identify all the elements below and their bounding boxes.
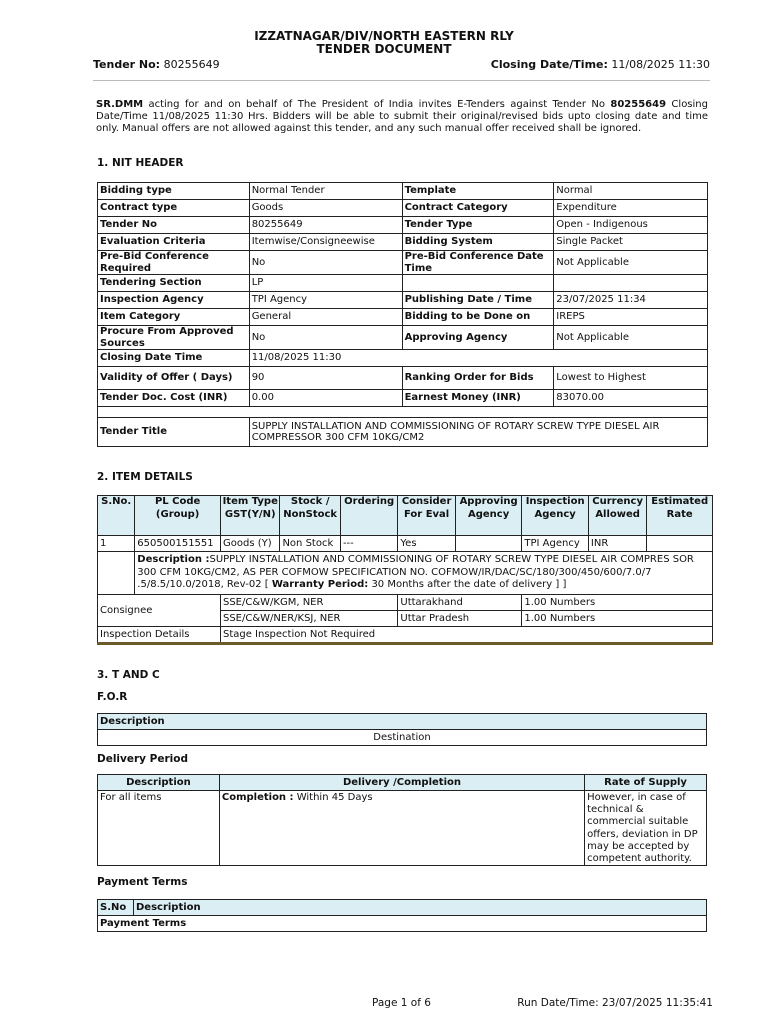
item-col-header: Estimated Rate	[647, 496, 713, 536]
inspection-details-row	[98, 627, 713, 644]
nit-value: Not Applicable	[554, 251, 708, 275]
nit-row	[98, 292, 708, 309]
nit-value: 80255649	[249, 217, 402, 234]
header-divider	[93, 80, 710, 81]
completion-value: Within 45 Days	[293, 792, 373, 803]
nit-row	[98, 367, 708, 390]
description-label: Description :	[137, 554, 210, 566]
nit-row	[98, 326, 708, 350]
consignee-state: Uttar Pradesh	[398, 611, 522, 627]
nit-row	[98, 350, 708, 367]
item-cell	[455, 536, 522, 552]
for-table	[97, 713, 707, 746]
nit-value: Lowest to Highest	[554, 367, 708, 390]
item-header-row	[98, 496, 713, 536]
nit-label: Procure From Approved Sources	[98, 326, 250, 350]
nit-row	[98, 234, 708, 251]
nit-value: Itemwise/Consigneewise	[249, 234, 402, 251]
nit-label: Item Category	[98, 309, 250, 326]
nit-label: Bidding to be Done on	[402, 309, 554, 326]
nit-row	[98, 251, 708, 275]
consignee-label: Consignee	[98, 595, 221, 627]
nit-row	[98, 200, 708, 217]
tender-no-value: 80255649	[163, 58, 220, 71]
nit-spacer-cell	[98, 407, 708, 418]
item-col-header: Ordering	[340, 496, 397, 536]
nit-header-table	[97, 182, 708, 447]
consignee-name: SSE/C&W/KGM, NER	[220, 595, 397, 611]
nit-label: Bidding System	[402, 234, 554, 251]
nit-value: Single Packet	[554, 234, 708, 251]
nit-value: Open - Indigenous	[554, 217, 708, 234]
nit-value: No	[249, 326, 402, 350]
item-desc-spacer	[98, 552, 135, 595]
nit-row	[98, 183, 708, 200]
payment-terms-heading: Payment Terms	[97, 876, 188, 888]
nit-spacer-row	[98, 407, 708, 418]
nit-label: Validity of Offer ( Days)	[98, 367, 250, 390]
nit-value: 0.00	[249, 390, 402, 407]
item-cell: Goods (Y)	[220, 536, 279, 552]
nit-row	[98, 275, 708, 292]
inspection-value: Stage Inspection Not Required	[220, 627, 712, 644]
nit-label: Inspection Agency	[98, 292, 250, 309]
page-number: Page 1 of 6	[372, 997, 431, 1009]
nit-label: Contract Category	[402, 200, 554, 217]
warranty-label: Warranty Period:	[271, 579, 369, 591]
inspection-label: Inspection Details	[98, 627, 221, 644]
nit-label: Publishing Date / Time	[402, 292, 554, 309]
nit-value: LP	[249, 275, 402, 292]
item-cell: ---	[340, 536, 397, 552]
nit-value: General	[249, 309, 402, 326]
nit-label: Bidding type	[98, 183, 250, 200]
item-col-header: Currency Allowed	[588, 496, 646, 536]
payment-col-sno: S.No	[98, 900, 134, 916]
item-details-table	[97, 495, 713, 645]
payment-terms-row: Payment Terms	[98, 916, 707, 932]
nit-label: Approving Agency	[402, 326, 554, 350]
payment-col-description: Description	[133, 900, 706, 916]
intro-text-2: Closing Date/Time 11/08/2025 11:30 Hrs. Bidders will be able to submit their original/revised bids upto closing date and time only. Manual offers are not allowed against this tender, and any such manual offer received shall be ignored.	[96, 99, 708, 135]
item-col-header: Inspection Agency	[522, 496, 589, 536]
nit-label: Tendering Section	[98, 275, 250, 292]
nit-label: Pre-Bid Conference Date Time	[402, 251, 554, 275]
item-description-row	[98, 552, 713, 595]
intro-paragraph	[96, 99, 708, 136]
nit-label: Tender Type	[402, 217, 554, 234]
tender-title-label: Tender Title	[98, 418, 250, 447]
for-heading: F.O.R	[97, 691, 128, 703]
consignee-quantity: 1.00 Numbers	[522, 611, 713, 627]
header-tender-no	[93, 58, 220, 71]
nit-label: Closing Date Time	[98, 350, 250, 367]
organization-title: IZZATNAGAR/DIV/NORTH EASTERN RLY	[254, 29, 514, 43]
item-cell: 650500151551	[135, 536, 221, 552]
nit-row	[98, 217, 708, 234]
delivery-completion	[219, 791, 584, 866]
rate-of-supply: However, in case of technical & commercial suitable offers, deviation in DP may be accepted by competent authority.	[585, 791, 707, 866]
section-nit-header: 1. NIT HEADER	[97, 157, 184, 169]
nit-value: Not Applicable	[554, 326, 708, 350]
tender-title-row	[98, 418, 708, 447]
nit-label: Earnest Money (INR)	[402, 390, 554, 407]
section-t-and-c: 3. T AND C	[97, 669, 160, 681]
nit-value: IREPS	[554, 309, 708, 326]
delivery-period-table	[97, 774, 707, 866]
closing-value: 11/08/2025 11:30	[611, 58, 710, 71]
nit-label: Template	[402, 183, 554, 200]
warranty-text: 30 Months after the date of delivery ] ]	[368, 579, 567, 591]
nit-value: 11/08/2025 11:30	[249, 350, 707, 367]
item-description	[135, 552, 713, 595]
item-cell: Yes	[398, 536, 455, 552]
tender-no-label: Tender No:	[93, 58, 161, 71]
item-cell: 1	[98, 536, 135, 552]
delivery-col-description: Description	[98, 775, 220, 791]
item-col-header: Approving Agency	[455, 496, 522, 536]
item-col-header: Item Type GST(Y/N)	[220, 496, 279, 536]
nit-value: Normal Tender	[249, 183, 402, 200]
delivery-desc: For all items	[98, 791, 220, 866]
item-col-header: PL Code (Group)	[135, 496, 221, 536]
consignee-state: Uttarakhand	[398, 595, 522, 611]
description-text: SUPPLY INSTALLATION AND COMMISSIONING OF ROTARY SCREW TYPE DIESEL AIR COMPRES SOR 300 CFM 10KG/CM2, AS PER COFMOW SPECIFICATION NO. COFMOW/IR/DAC/SC/180/300/450/600/7.0/7 .5/8.5/10.0/2018, Rev-02 [	[137, 554, 694, 591]
header-closing	[491, 58, 710, 71]
item-col-header: S.No.	[98, 496, 135, 536]
item-cell	[647, 536, 713, 552]
document-title: TENDER DOCUMENT	[316, 42, 452, 56]
nit-label: Pre-Bid Conference Required	[98, 251, 250, 275]
intro-authority: SR.DMM	[96, 99, 144, 110]
payment-terms-table	[97, 899, 707, 932]
section-item-details: 2. ITEM DETAILS	[97, 471, 193, 483]
nit-row	[98, 309, 708, 326]
nit-value: No	[249, 251, 402, 275]
run-datetime: Run Date/Time: 23/07/2025 11:35:41	[517, 997, 713, 1009]
nit-value: Normal	[554, 183, 708, 200]
delivery-col-completion: Delivery /Completion	[219, 775, 584, 791]
nit-value: 83070.00	[554, 390, 708, 407]
closing-label: Closing Date/Time:	[490, 58, 608, 71]
item-col-header: Stock / NonStock	[280, 496, 340, 536]
item-cell: Non Stock	[280, 536, 340, 552]
delivery-col-rate: Rate of Supply	[585, 775, 707, 791]
nit-label: Tender No	[98, 217, 250, 234]
consignee-row	[98, 595, 713, 611]
nit-label: Tender Doc. Cost (INR)	[98, 390, 250, 407]
nit-row	[98, 390, 708, 407]
nit-value: Goods	[249, 200, 402, 217]
for-value: Destination	[98, 730, 707, 746]
nit-label: Contract type	[98, 200, 250, 217]
completion-label: Completion :	[221, 792, 294, 803]
consignee-quantity: 1.00 Numbers	[522, 595, 713, 611]
for-col-header: Description	[98, 714, 707, 730]
intro-text-1: acting for and on behalf of The President of India invites E-Tenders against Tender No	[143, 99, 611, 110]
nit-label	[402, 275, 554, 292]
delivery-period-heading: Delivery Period	[97, 753, 189, 765]
nit-label: Ranking Order for Bids	[402, 367, 554, 390]
item-cell: TPI Agency	[522, 536, 589, 552]
nit-value: TPI Agency	[249, 292, 402, 309]
item-cell: INR	[588, 536, 646, 552]
nit-value: 23/07/2025 11:34	[554, 292, 708, 309]
tender-title-value: SUPPLY INSTALLATION AND COMMISSIONING OF ROTARY SCREW TYPE DIESEL AIR COMPRESSOR 300 CFM 10KG/CM2	[249, 418, 707, 447]
nit-value: 90	[249, 367, 402, 390]
nit-value: Expenditure	[554, 200, 708, 217]
consignee-name: SSE/C&W/NER/KSJ, NER	[220, 611, 397, 627]
nit-value	[554, 275, 708, 292]
item-col-header: Consider For Eval	[398, 496, 455, 536]
nit-label: Evaluation Criteria	[98, 234, 250, 251]
item-row	[98, 536, 713, 552]
intro-tender-no: 80255649	[610, 99, 667, 110]
